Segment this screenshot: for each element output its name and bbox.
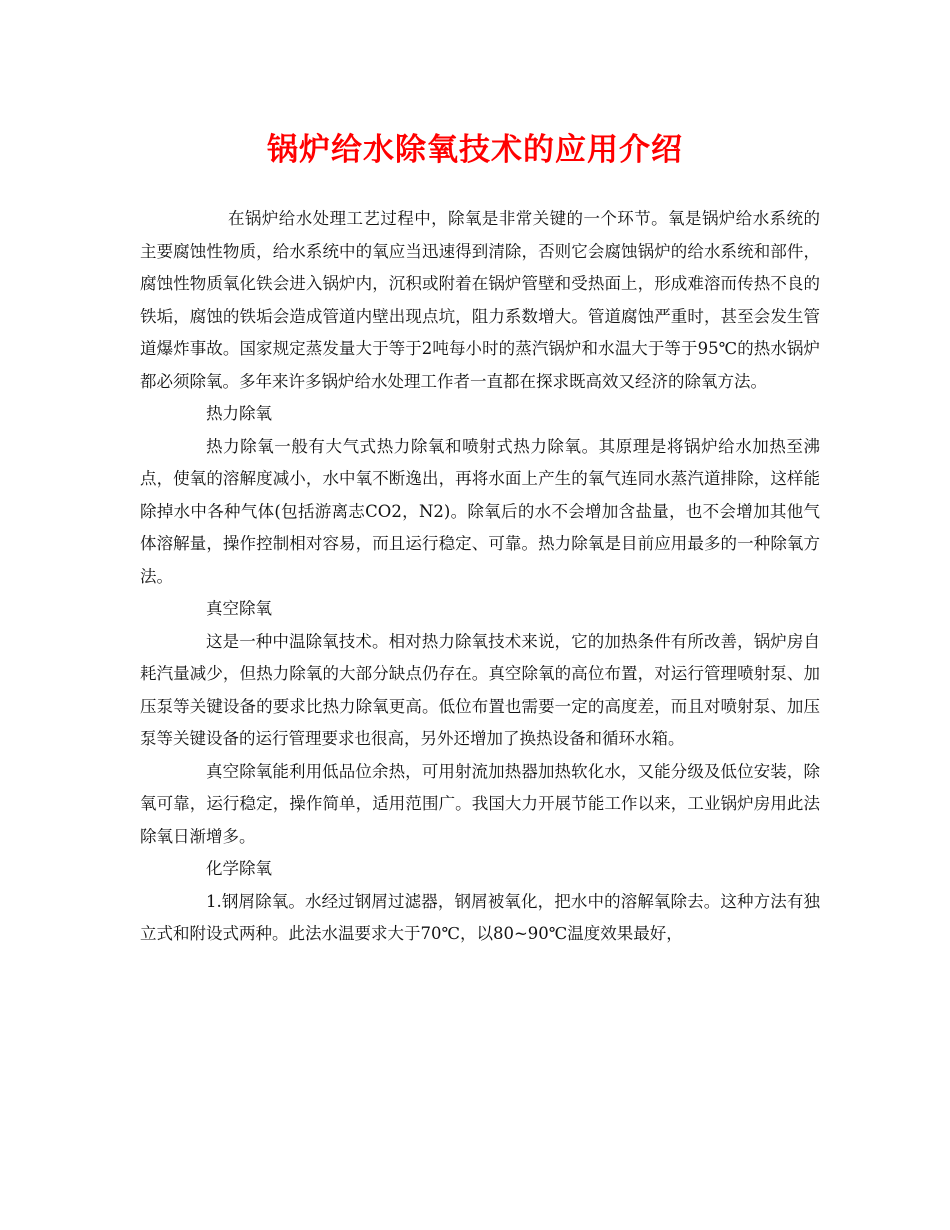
document-title: 锅炉给水除氧技术的应用介绍	[267, 132, 683, 168]
paragraph-vacuum-1: 这是一种中温除氧技术。相对热力除氧技术来说，它的加热条件有所改善，锅炉房自耗汽量减少，但热力除氧的大部分缺点仍存在。真空除氧的高位布置，对运行管理喷射泵、加压泵等关键设备的要求比热力除氧更高。低位布置也需要一定的高度差，而且对喷射泵、加压泵等关键设备的运行管理要求也很高，另外还增加了换热设备和循环水箱。	[140, 631, 820, 748]
document-body	[140, 203, 820, 951]
section-heading-thermal: 热力除氧	[206, 404, 272, 423]
paragraph-chemical-1: 1.钢屑除氧。水经过钢屑过滤器，钢屑被氧化，把水中的溶解氧除去。这种方法有独立式和附设式两种。此法水温要求大于70℃，以80~90℃温度效果最好，	[140, 891, 820, 943]
section-heading-chemical: 化学除氧	[206, 859, 272, 878]
paragraph-intro: 在锅炉给水处理工艺过程中，除氧是非常关键的一个环节。氧是锅炉给水系统的主要腐蚀性物质，给水系统中的氧应当迅速得到清除，否则它会腐蚀锅炉的给水系统和部件，腐蚀性物质氧化铁会进入锅炉内，沉积或附着在锅炉管壁和受热面上，形成难溶而传热不良的铁垢，腐蚀的铁垢会造成管道内壁出现点坑，阻力系数增大。管道腐蚀严重时，甚至会发生管道爆炸事故。国家规定蒸发量大于等于2吨每小时的蒸汽锅炉和水温大于等于95℃的热水锅炉都必须除氧。多年来许多锅炉给水处理工作者一直都在探求既高效又经济的除氧方法。	[140, 209, 820, 391]
paragraph-thermal: 热力除氧一般有大气式热力除氧和喷射式热力除氧。其原理是将锅炉给水加热至沸点，使氧的溶解度减小，水中氧不断逸出，再将水面上产生的氧气连同水蒸汽道排除，这样能除掉水中各种气体(包括游离志CO2，N2)。除氧后的水不会增加含盐量，也不会增加其他气体溶解量，操作控制相对容易，而且运行稳定、可靠。热力除氧是目前应用最多的一种除氧方法。	[140, 436, 820, 586]
section-heading-vacuum: 真空除氧	[206, 599, 272, 618]
paragraph-vacuum-2: 真空除氧能利用低品位余热，可用射流加热器加热软化水，又能分级及低位安装，除氧可靠，运行稳定，操作简单，适用范围广。我国大力开展节能工作以来，工业锅炉房用此法除氧日渐增多。	[140, 761, 820, 846]
